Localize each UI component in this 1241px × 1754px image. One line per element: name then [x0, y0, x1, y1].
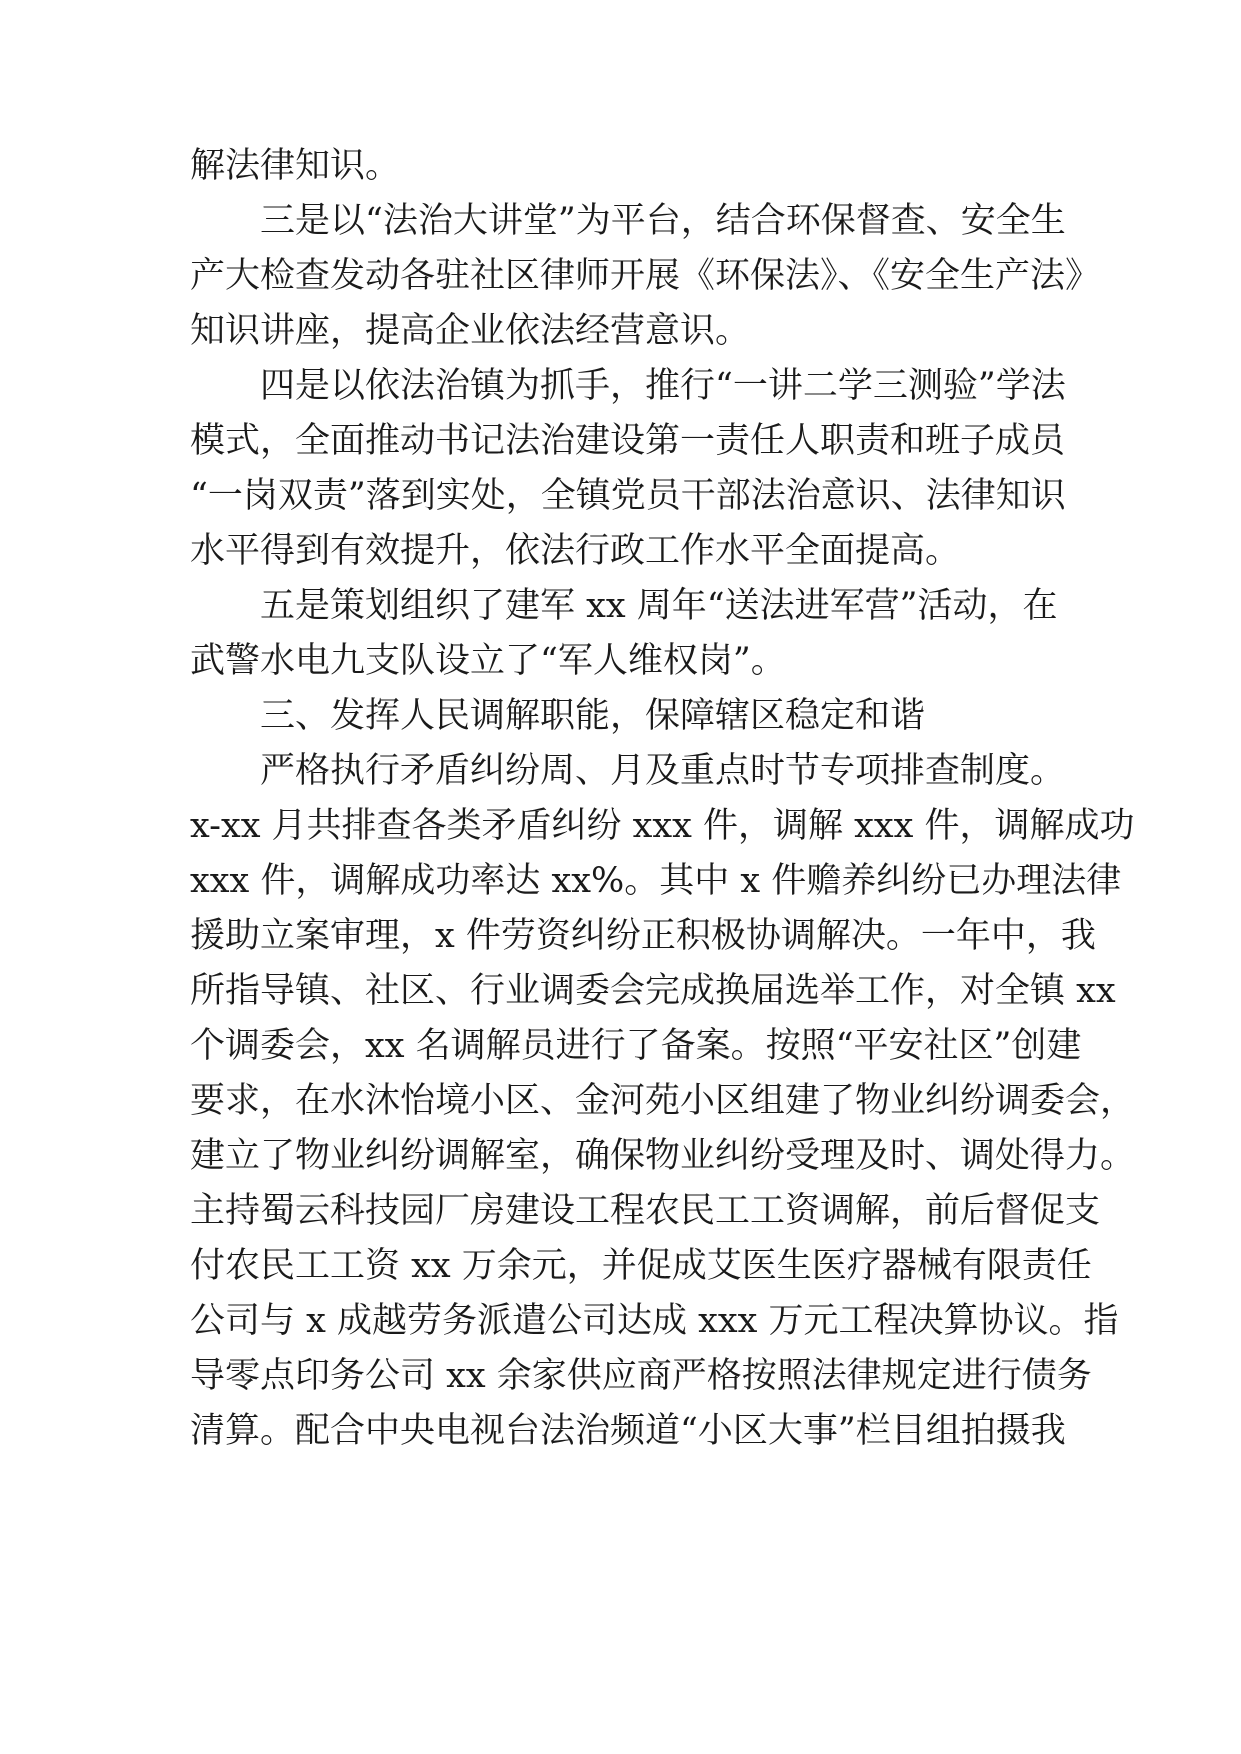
text-line: 武警水电九支队设立了“军人维权岗”。	[190, 641, 786, 681]
text-line: 建立了物业纠纷调解室，确保物业纠纷受理及时、调处得力。	[190, 1136, 1136, 1176]
text-line: 付农民工工资 xx 万余元，并促成艾医生医疗器械有限责任	[190, 1246, 1092, 1286]
section-heading: 三、发挥人民调解职能，保障辖区稳定和谐	[260, 696, 926, 736]
paragraph-start: 三是以“法治大讲堂”为平台，结合环保督查、安全生	[260, 201, 1066, 241]
text-line: 产大检查发动各驻社区律师开展《环保法》、《安全生产法》	[190, 256, 1101, 296]
text-line: x-xx 月共排查各类矛盾纠纷 xxx 件，调解 xxx 件，调解成功	[190, 806, 1135, 846]
text-line: 清算。配合中央电视台法治频道“小区大事”栏目组拍摄我	[190, 1411, 1066, 1451]
text-line: 导零点印务公司 xx 余家供应商严格按照法律规定进行债务	[190, 1356, 1092, 1396]
text-line: 知识讲座，提高企业依法经营意识。	[190, 311, 751, 351]
paragraph-start: 四是以依法治镇为抓手，推行“一讲二学三测验”学法	[260, 366, 1066, 406]
paragraph-start: 严格执行矛盾纠纷周、月及重点时节专项排查制度。	[260, 751, 1066, 791]
text-line: 援助立案审理，x 件劳资纠纷正积极协调解决。一年中，我	[190, 916, 1096, 956]
text-line: 水平得到有效提升，依法行政工作水平全面提高。	[190, 531, 961, 571]
text-line: 个调委会，xx 名调解员进行了备案。按照“平安社区”创建	[190, 1026, 1082, 1066]
paragraph-start: 五是策划组织了建军 xx 周年“送法进军营”活动，在	[260, 586, 1058, 626]
text-line: xxx 件，调解成功率达 xx%。其中 x 件赡养纠纷已办理法律	[190, 861, 1122, 901]
text-line: “一岗双责”落到实处，全镇党员干部法治意识、法律知识	[190, 476, 1066, 516]
text-line: 公司与 x 成越劳务派遣公司达成 xxx 万元工程决算协议。指	[190, 1301, 1119, 1341]
text-line: 模式，全面推动书记法治建设第一责任人职责和班子成员	[190, 421, 1066, 461]
text-line: 主持蜀云科技园厂房建设工程农民工工资调解，前后督促支	[190, 1191, 1101, 1231]
text-line: 所指导镇、社区、行业调委会完成换届选举工作，对全镇 xx	[190, 971, 1116, 1011]
text-line: 要求，在水沐怡境小区、金河苑小区组建了物业纠纷调委会，	[190, 1081, 1136, 1121]
text-line: 解法律知识。	[190, 146, 401, 186]
